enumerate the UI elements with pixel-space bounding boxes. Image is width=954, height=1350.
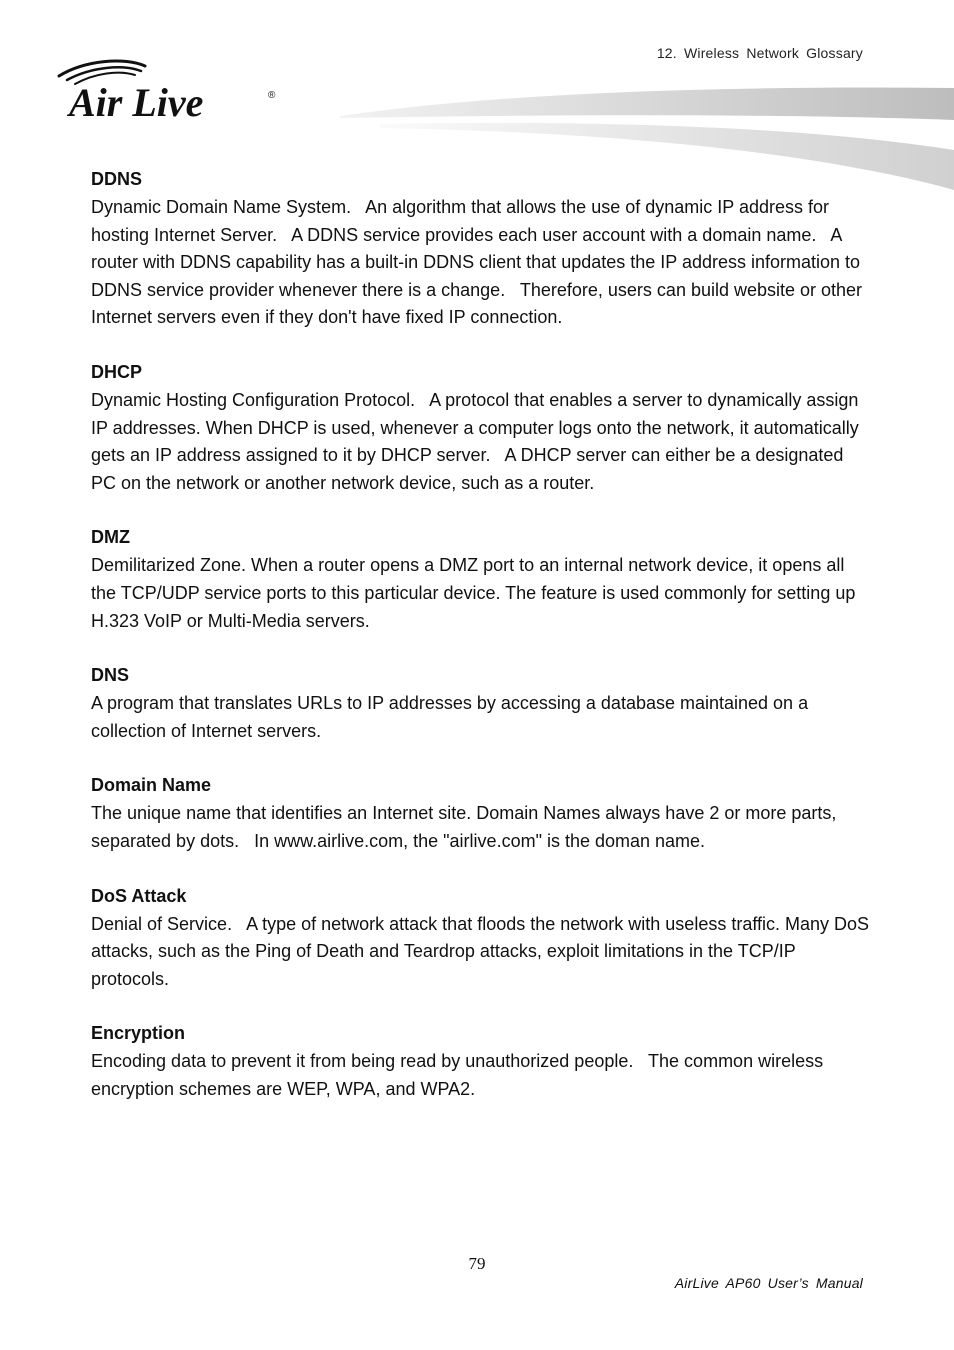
term-definition: Denial of Service. A type of network attack that floods the network with useless traffic. Many DoS attacks, such as the Ping of Death and Teardrop attacks, exploit limitations in the TCP/IP protocols. [91, 913, 875, 989]
glossary-entry-dmz [91, 525, 871, 635]
chapter-title: 12. Wireless Network Glossary [656, 45, 863, 61]
glossary-entry-dns [91, 663, 871, 745]
term-definition: Encoding data to prevent it from being read by unauthorized people. The common wireless encryption schemes are WEP, WPA, and WPA2. [91, 1051, 829, 1099]
logo-wordmark: Air Live [69, 80, 204, 125]
term-title: DMZ [91, 527, 130, 548]
glossary-entry-encryption [91, 1021, 871, 1103]
manual-title: AirLive AP60 User’s Manual [674, 1275, 863, 1291]
page-number: 79 [468, 1254, 486, 1273]
term-title: Encryption [91, 1023, 186, 1044]
glossary-content [91, 167, 875, 1131]
term-definition: Dynamic Domain Name System. An algorithm that allows the use of dynamic IP address for hosting Internet Server. A DDNS service provides each user account with a domain name. A router with DDNS capability has a built-in DDNS client that updates the IP address information to DDNS service provider whenever there is a change. Therefore, users can build website or other Internet servers even if they don't have fixed IP connection. [91, 197, 868, 328]
term-definition: A program that translates URLs to IP addresses by accessing a database maintained on a collection of Internet servers. [91, 693, 814, 741]
glossary-entry-dos-attack [91, 884, 875, 994]
term-title: DHCP [91, 361, 143, 382]
term-title: DNS [91, 665, 130, 686]
term-definition: Demilitarized Zone. When a router opens a DMZ port to an internal network device, it opens all the TCP/UDP service ports to this particular device. The feature is used commonly for setting up H.323 VoIP or Multi-Media servers. [91, 555, 861, 631]
airlive-logo [55, 58, 285, 128]
term-title: DDNS [91, 169, 143, 189]
glossary-entry-ddns [91, 167, 871, 332]
term-definition: The unique name that identifies an Internet site. Domain Names always have 2 or more parts, separated by dots. In www.airlive.com, the "airlive.com" is the doman name. [91, 803, 842, 851]
glossary-entry-domain-name [91, 773, 871, 855]
term-definition: Dynamic Hosting Configuration Protocol. A protocol that enables a server to dynamically assign IP addresses. When DHCP is used, whenever a computer logs onto the network, it automatically gets an IP address assigned to it by DHCP server. A DHCP server can either be a designated PC on the network or another network device, such as a router. [91, 389, 864, 493]
term-title: Domain Name [91, 775, 212, 796]
glossary-entry-dhcp [91, 360, 871, 497]
registered-mark: ® [268, 90, 276, 101]
term-title: DoS Attack [91, 885, 187, 906]
